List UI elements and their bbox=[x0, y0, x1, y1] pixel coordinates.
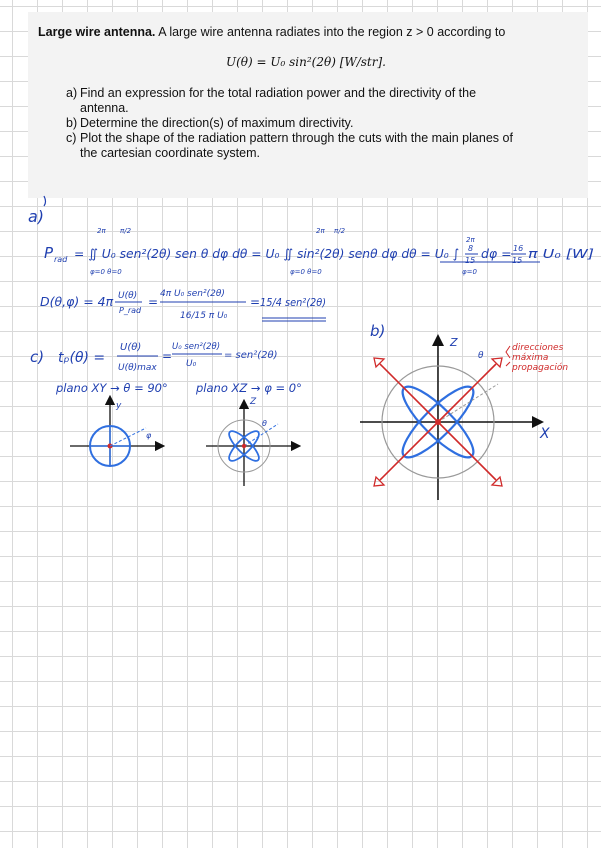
prad-equation: = ∬ U₀ sen²(2θ) sen θ dφ dθ = U₀ ∬ sin²(2θ) senθ dφ dθ = U₀ ∫ bbox=[74, 246, 459, 261]
integral-lower-limit: φ=0 θ=0 bbox=[290, 268, 322, 276]
directivity-lhs: D(θ,φ) = 4π bbox=[40, 294, 114, 309]
integral-lower-limit: φ=0 θ=0 bbox=[90, 268, 122, 276]
theta-label: θ bbox=[262, 419, 267, 428]
equals-sign: = bbox=[250, 295, 261, 309]
tp-result: = sen²(2θ) bbox=[224, 350, 278, 361]
result-numerator: 16 bbox=[513, 244, 524, 253]
z-axis-label: Z bbox=[250, 397, 257, 407]
integral-upper-limit: 2π bbox=[97, 227, 106, 235]
prad-subscript: rad bbox=[54, 255, 68, 264]
task-item: b) Determine the direction(s) of maximum directivity. bbox=[66, 116, 354, 130]
prad-result: π U₀ [W] bbox=[528, 247, 595, 261]
x-axis-label: X bbox=[540, 426, 550, 442]
max-direction-arrow bbox=[380, 364, 438, 422]
z-axis-label: Z bbox=[450, 336, 458, 349]
part-a-bracket bbox=[44, 196, 46, 206]
origin-dot bbox=[242, 444, 246, 448]
directivity-frac1-num: U(θ) bbox=[118, 291, 138, 301]
task-item: c) Plot the shape of the radiation pattern through the cuts with the main planes of the cartesian coordinate system. bbox=[66, 131, 513, 160]
max-direction-arrow bbox=[438, 422, 496, 480]
tp-frac1-num: U(θ) bbox=[120, 342, 142, 353]
integral-upper-limit: π/2 bbox=[120, 227, 132, 235]
max-direction-note: máxima bbox=[512, 353, 549, 363]
integral-upper-limit: π/2 bbox=[334, 227, 346, 235]
part-b-label: b) bbox=[370, 322, 386, 340]
problem-title: Large wire antenna. bbox=[38, 25, 156, 39]
xy-plane-pattern bbox=[70, 400, 160, 466]
max-direction-note: propagación bbox=[512, 363, 569, 373]
problem-intro-text: A large wire antenna radiates into the region z > 0 according to bbox=[158, 25, 506, 39]
directivity-result: 15/4 sen²(2θ) bbox=[260, 296, 326, 309]
theta-ray bbox=[244, 424, 278, 446]
theta-ray bbox=[438, 384, 498, 422]
note-brace bbox=[506, 346, 510, 366]
directivity-frac2-den: 16/15 π U₀ bbox=[180, 311, 228, 321]
phi-ray bbox=[110, 428, 146, 446]
theta-label: θ bbox=[478, 351, 484, 361]
prad-symbol: P bbox=[44, 244, 54, 262]
result-denominator: 15 bbox=[512, 256, 523, 265]
radiation-intensity-formula: U(θ) = U₀ sin²(2θ) [W/str]. bbox=[226, 55, 386, 69]
tp-frac1-den: U(θ)max bbox=[118, 363, 157, 373]
tp-frac2-den: U₀ bbox=[186, 359, 197, 369]
phi-label: φ bbox=[146, 431, 152, 440]
plane-xy-note: plano XY → θ = 90° bbox=[56, 381, 168, 395]
max-direction-note: direcciones bbox=[512, 343, 564, 353]
max-direction-arrow bbox=[438, 364, 496, 422]
part-c-label: c) bbox=[30, 348, 45, 366]
equals-sign: = bbox=[162, 349, 173, 363]
integral-upper-limit: 2π bbox=[316, 227, 325, 235]
prad-equation-cont: dφ = bbox=[481, 246, 512, 261]
fraction-denominator: 15 bbox=[465, 256, 476, 265]
max-direction-arrow bbox=[380, 422, 438, 480]
integral-lower-limit: φ=0 bbox=[462, 268, 477, 276]
directivity-frac2-num: 4π U₀ sen²(2θ) bbox=[160, 289, 225, 299]
xz-plane-pattern bbox=[206, 397, 296, 486]
fraction-numerator: 8 bbox=[468, 244, 474, 253]
tp-lhs: tₚ(θ) = bbox=[58, 350, 106, 366]
directivity-frac1-den: P_rad bbox=[119, 306, 142, 315]
tp-frac2-num: U₀ sen²(2θ) bbox=[172, 342, 221, 352]
y-axis-label: y bbox=[116, 401, 122, 411]
equals-sign: = bbox=[148, 295, 159, 309]
task-item: a) Find an expression for the total radiation power and the directivity of the antenna. bbox=[66, 86, 477, 115]
origin-dot bbox=[435, 419, 441, 425]
integral-upper-limit: 2π bbox=[466, 236, 475, 244]
plane-xz-note: plano XZ → φ = 0° bbox=[196, 381, 302, 395]
part-a-label: a) bbox=[28, 207, 45, 226]
